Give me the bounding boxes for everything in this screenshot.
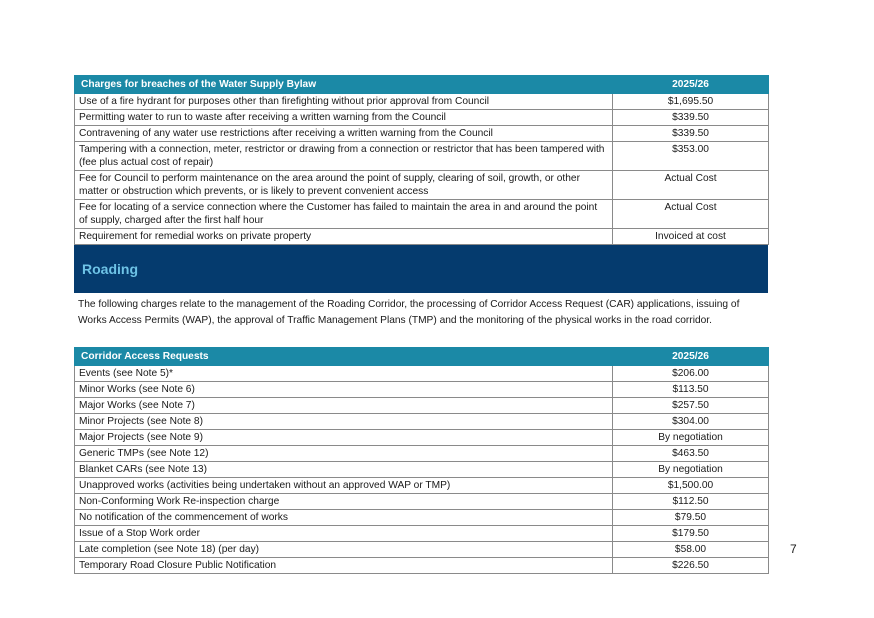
row-description: Events (see Note 5)* — [75, 366, 613, 382]
page-content — [74, 75, 768, 574]
table-row — [75, 382, 769, 398]
row-description: Minor Projects (see Note 8) — [75, 414, 613, 430]
row-description: Fee for locating of a service connection where the Customer has failed to maintain the area in and around the point of supply, charged after the first half hour — [75, 200, 613, 229]
row-description: Blanket CARs (see Note 13) — [75, 462, 613, 478]
row-description: Major Works (see Note 7) — [75, 398, 613, 414]
table-header-row — [75, 76, 769, 94]
table-row — [75, 558, 769, 574]
table-row — [75, 171, 769, 200]
row-price: $1,695.50 — [613, 94, 769, 110]
table-row — [75, 446, 769, 462]
table-row — [75, 414, 769, 430]
row-price: $206.00 — [613, 366, 769, 382]
row-price: $179.50 — [613, 526, 769, 542]
table-row — [75, 94, 769, 110]
section-band-roading — [74, 245, 768, 293]
table-row — [75, 494, 769, 510]
page-number: 7 — [790, 542, 797, 556]
table-row — [75, 229, 769, 245]
row-description: Requirement for remedial works on private property — [75, 229, 613, 245]
table-header-title: Corridor Access Requests — [75, 348, 613, 366]
row-description: Generic TMPs (see Note 12) — [75, 446, 613, 462]
table-row — [75, 430, 769, 446]
row-description: Late completion (see Note 18) (per day) — [75, 542, 613, 558]
row-description: Use of a fire hydrant for purposes other than firefighting without prior approval from Council — [75, 94, 613, 110]
section-intro-text: The following charges relate to the management of the Roading Corridor, the processing of Corridor Access Request (CAR) applications, issuing of Works Access Permits (WAP), the approval of Traffic Management Plans (TMP) and the monitoring of the physical works in the road corridor. — [78, 299, 740, 326]
table-header-title: Charges for breaches of the Water Supply Bylaw — [75, 76, 613, 94]
row-price: By negotiation — [613, 462, 769, 478]
row-description: No notification of the commencement of works — [75, 510, 613, 526]
row-description: Issue of a Stop Work order — [75, 526, 613, 542]
table-header-year: 2025/26 — [613, 76, 769, 94]
table-row — [75, 542, 769, 558]
table-header-row — [75, 348, 769, 366]
table-row — [75, 462, 769, 478]
row-description: Unapproved works (activities being undertaken without an approved WAP or TMP) — [75, 478, 613, 494]
water-bylaw-table — [74, 75, 769, 245]
table-row — [75, 510, 769, 526]
corridor-access-table — [74, 347, 769, 574]
row-description: Contravening of any water use restrictions after receiving a written warning from the Council — [75, 126, 613, 142]
table-row — [75, 526, 769, 542]
row-price: Actual Cost — [613, 200, 769, 229]
row-price: Invoiced at cost — [613, 229, 769, 245]
table-row — [75, 478, 769, 494]
row-description: Non-Conforming Work Re-inspection charge — [75, 494, 613, 510]
row-description: Fee for Council to perform maintenance on the area around the point of supply, clearing of soil, growth, or other matter or obstruction which prevents, or is likely to prevent convenient access — [75, 171, 613, 200]
table-row — [75, 142, 769, 171]
row-price: $304.00 — [613, 414, 769, 430]
table-row — [75, 366, 769, 382]
table-header-year: 2025/26 — [613, 348, 769, 366]
row-price: $257.50 — [613, 398, 769, 414]
row-description: Tampering with a connection, meter, restrictor or drawing from a connection or restrictor that has been tampered with (fee plus actual cost of repair) — [75, 142, 613, 171]
row-price: $58.00 — [613, 542, 769, 558]
section-heading: Roading — [82, 261, 138, 277]
table-row — [75, 126, 769, 142]
row-price: $113.50 — [613, 382, 769, 398]
row-price: $1,500.00 — [613, 478, 769, 494]
row-description: Temporary Road Closure Public Notification — [75, 558, 613, 574]
row-price: $339.50 — [613, 110, 769, 126]
row-description: Minor Works (see Note 6) — [75, 382, 613, 398]
row-price: Actual Cost — [613, 171, 769, 200]
row-price: $339.50 — [613, 126, 769, 142]
table-row — [75, 398, 769, 414]
row-description: Major Projects (see Note 9) — [75, 430, 613, 446]
row-price: $353.00 — [613, 142, 769, 171]
row-price: By negotiation — [613, 430, 769, 446]
row-price: $79.50 — [613, 510, 769, 526]
row-price: $112.50 — [613, 494, 769, 510]
row-description: Permitting water to run to waste after receiving a written warning from the Council — [75, 110, 613, 126]
table-row — [75, 200, 769, 229]
row-price: $463.50 — [613, 446, 769, 462]
table-row — [75, 110, 769, 126]
row-price: $226.50 — [613, 558, 769, 574]
